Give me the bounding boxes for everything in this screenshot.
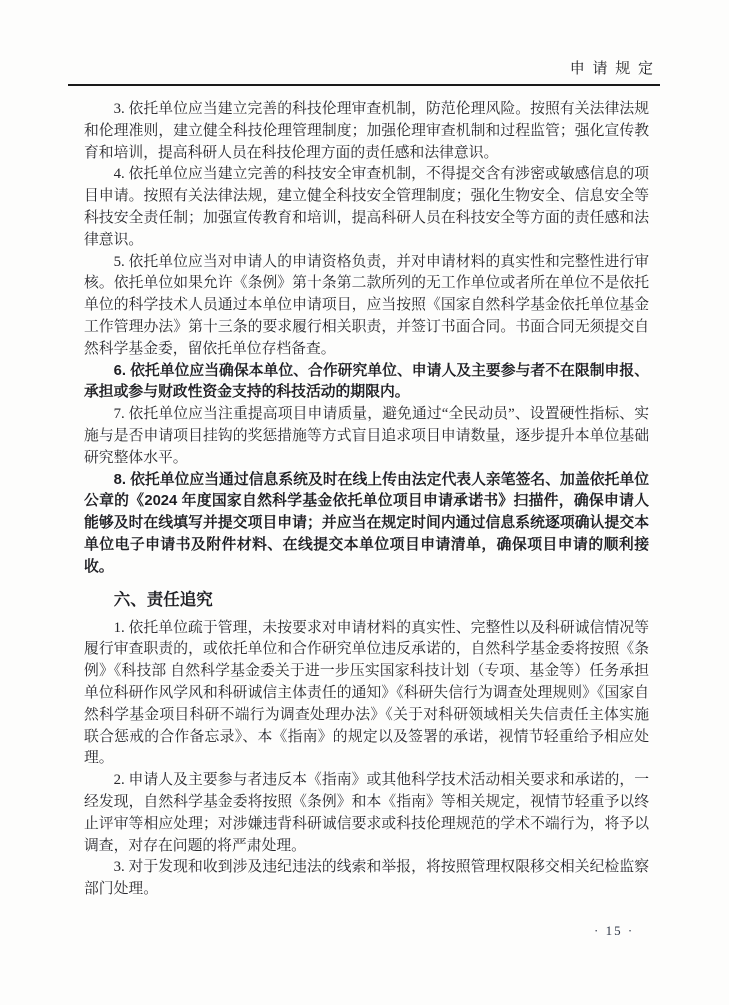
body-paragraph: 5. 依托单位应当对申请人的申请资格负责，并对申请材料的真实性和完整性进行审核。依托单位如果允许《条例》第十条第二款所列的无工作单位或者所在单位不是依托单位的科学技术人员通过本单位申请项目，应当按照《国家自然科学基金依托单位基金工作管理办法》第十三条的要求履行相关职责，并签订书面合同。书面合同无须提交自然科学基金委，留依托单位存档备查。 <box>84 253 649 357</box>
body-paragraph: 3. 依托单位应当建立完善的科技伦理审查机制，防范伦理风险。按照有关法律法规和伦理准则，建立健全科技伦理管理制度；加强伦理审查机制和过程监管；强化宣传教育和培训，提高科研人员在科技伦理方面的责任感和法律意识。 <box>84 101 649 161</box>
document-body <box>84 99 649 901</box>
section-heading: 六、责任追究 <box>113 590 213 609</box>
running-header-title: 申 请 规 定 <box>569 61 655 77</box>
section-paragraph: 1. 依托单位疏于管理，未按要求对申请材料的真实性、完整性以及科研诚信情况等履行审查职责的，或依托单位和合作研究单位违反承诺的，自然科学基金委将按照《条例》《科技部 自然科学基金委关于进一步压实国家科技计划（专项、基金等）任务承担单位科研作风学风和科研诚信主体责任的通知》《科研失信行为调查处理规则》《国家自然科学基金项目科研不端行为调查处理办法》《关于对科研领域相关失信责任主体实施联合惩戒的合作备忘录》、本《指南》的规定以及签署的承诺，视情节轻重给予相应处理。 <box>84 619 649 767</box>
body-paragraph: 7. 依托单位应当注重提高项目申请质量，避免通过“全民动员”、设置硬性指标、实施与是否申请项目挂钩的奖惩措施等方式盲目追求项目申请数量，逐步提升本单位基础研究整体水平。 <box>84 406 649 466</box>
body-paragraph-bold: 8. 依托单位应当通过信息系统及时在线上传由法定代表人亲笔签名、加盖依托单位公章的《2024 年度国家自然科学基金依托单位项目申请承诺书》扫描件，确保申请人能够及时在线填写并提交项目申请；并应当在规定时间内通过信息系统逐项确认提交本单位电子申请书及附件材料、在线提交本单位项目申请清单，确保项目申请的顺利接收。 <box>84 471 649 575</box>
body-paragraph-bold: 6. 依托单位应当确保本单位、合作研究单位、申请人及主要参与者不在限制申报、承担或参与财政性资金支持的科技活动的期限内。 <box>84 362 649 401</box>
section-paragraph: 3. 对于发现和收到涉及违纪违法的线索和举报，将按照管理权限移交相关纪检监察部门处理。 <box>84 859 649 898</box>
section-paragraph: 2. 申请人及主要参与者违反本《指南》或其他科学技术活动相关要求和承诺的，一经发现，自然科学基金委将按照《条例》和本《指南》等相关规定，视情节轻重予以终止评审等相应处理；对涉嫌违背科研诚信要求或科技伦理规范的学术不端行为，将予以调查，对存在问题的将严肃处理。 <box>84 772 649 854</box>
header-rule <box>68 84 660 86</box>
page-number: · 15 · <box>594 923 635 938</box>
body-paragraph: 4. 依托单位应当建立完善的科技安全审查机制，不得提交含有涉密或敏感信息的项目申请。按照有关法律法规，建立健全科技安全管理制度；强化生物安全、信息安全等科技安全责任制；加强宣传教育和培训，提高科研人员在科技安全等方面的责任感和法律意识。 <box>84 166 649 248</box>
